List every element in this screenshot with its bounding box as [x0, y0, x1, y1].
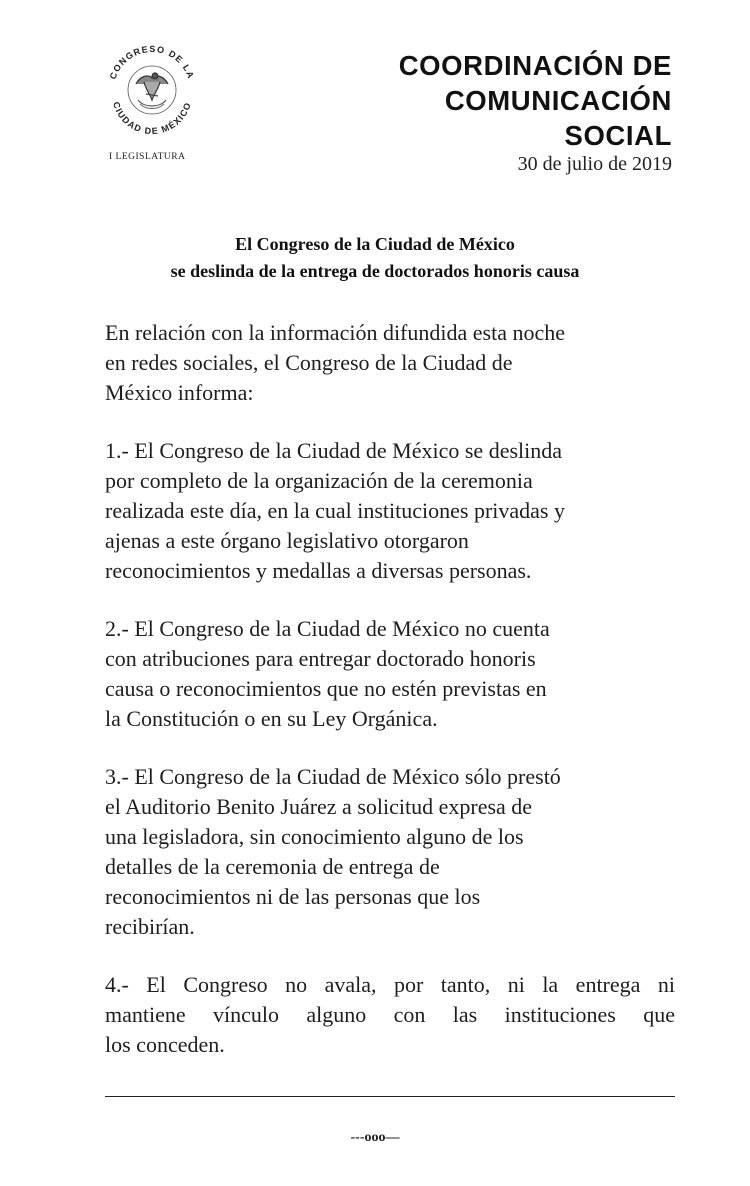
text-line: reconocimientos ni de las personas que los — [105, 884, 481, 909]
legislatura-label: I LEGISLATURA — [109, 152, 186, 162]
text-line: una legisladora, sin conocimiento alguno de los — [105, 824, 524, 849]
text-line: con atribuciones para entregar doctorado honoris — [105, 646, 536, 671]
text-line: 1.- El Congreso de la Ciudad de México se deslinda — [105, 438, 563, 463]
text-line: 4.- El Congreso no avala, por tanto, ni la entrega ni — [105, 972, 675, 997]
text-line: en redes sociales, el Congreso de la Ciudad de — [105, 350, 513, 375]
congress-seal-icon — [100, 38, 204, 142]
seal-top-text: CONGRESO DE LA — [107, 43, 197, 81]
text-line: 3.- El Congreso de la Ciudad de México sólo prestó — [105, 764, 561, 789]
point-paragraph-3 — [105, 762, 675, 942]
text-line: mantiene vínculo alguno con las instituciones que — [105, 1002, 675, 1027]
point-paragraph-1 — [105, 436, 675, 586]
text-line: 2.- El Congreso de la Ciudad de México no cuenta — [105, 616, 550, 641]
seal-bottom-text: CIUDAD DE MÉXICO — [110, 100, 194, 137]
title-line: El Congreso de la Ciudad de México — [235, 234, 515, 254]
press-release-body — [105, 318, 675, 1088]
department-name — [399, 48, 672, 153]
separator-line — [105, 1096, 675, 1097]
text-line: la Constitución o en su Ley Orgánica. — [105, 706, 438, 731]
text-line: México informa: — [105, 380, 254, 405]
department-line: SOCIAL — [564, 120, 672, 151]
text-line: ajenas a este órgano legislativo otorgaron — [105, 528, 469, 553]
text-line: detalles de la ceremonia de entrega de — [105, 854, 440, 879]
release-date: 30 de julio de 2019 — [517, 153, 672, 175]
text-line: En relación con la información difundida esta noche — [105, 320, 565, 345]
text-line: por completo de la organización de la ceremonia — [105, 468, 533, 493]
eagle-emblem-icon — [128, 66, 176, 114]
department-line: COORDINACIÓN DE — [398, 50, 672, 81]
point-paragraph-2 — [105, 614, 675, 734]
text-line: causa o reconocimientos que no estén previstas en — [105, 676, 547, 701]
text-line: recibirían. — [105, 914, 195, 939]
department-line: COMUNICACIÓN — [444, 85, 672, 116]
text-line: los conceden. — [105, 1032, 225, 1057]
press-release-title — [0, 231, 750, 285]
text-line: realizada este día, en la cual instituciones privadas y — [105, 498, 565, 523]
text-line: el Auditorio Benito Juárez a solicitud expresa de — [105, 794, 533, 819]
title-line: se deslinda de la entrega de doctorados honoris causa — [170, 261, 580, 281]
point-paragraph-4 — [105, 970, 675, 1060]
closing-mark: ---ooo— — [350, 1130, 400, 1145]
intro-paragraph — [105, 318, 675, 408]
text-line: reconocimientos y medallas a diversas personas. — [105, 558, 532, 583]
